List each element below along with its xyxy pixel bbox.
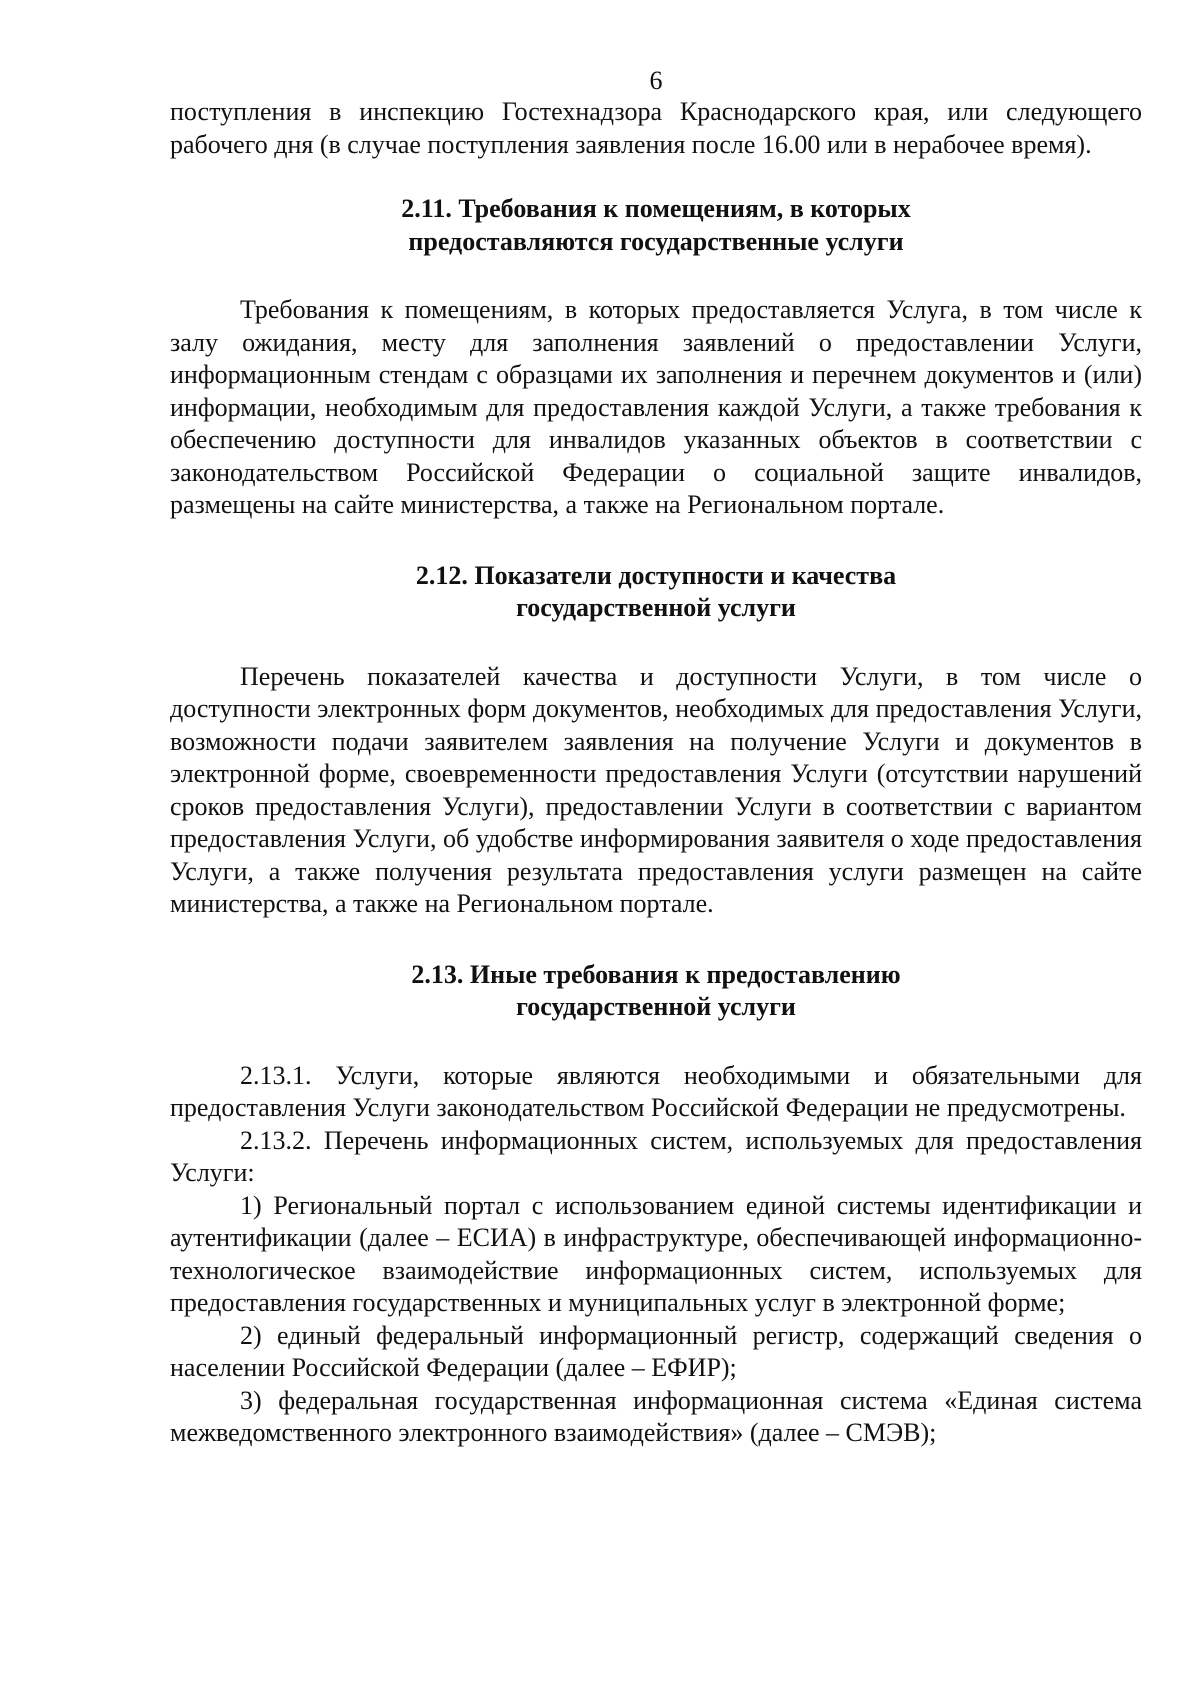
section-paragraph: 2.13.2. Перечень информационных систем, используемых для предоставления Услуги:: [170, 1125, 1142, 1187]
section-paragraph: 2.13.1. Услуги, которые являются необходимыми и обязательными для предоставления Услуги законодательством Российской Федерации не предусмотрены.: [170, 1060, 1142, 1122]
section-paragraph: Перечень показателей качества и доступности Услуги, в том числе о доступности электронных форм документов, необходимых для предоставления Услуги, возможности подачи заявителем заявления на получение Услуги и документов в электронной форме, своевременности предоставления Услуги (отсутствии нарушений сроков предоставления Услуги), предоставлении Услуги в соответствии с вариантом предоставления Услуги, об удобстве информирования заявителя о ходе предоставления Услуги, а также получения результата предоставления услуги размещен на сайте министерства, а также на Региональном портале.: [170, 661, 1142, 918]
section-heading-line: 2.11. Требования к помещениям, в которых: [401, 194, 911, 223]
list-item: 3) федеральная государственная информационная система «Единая система межведомственного электронного взаимодействия» (далее – СМЭВ);: [170, 1385, 1142, 1447]
section-heading-line: государственной услуги: [516, 593, 796, 622]
list-item: 1) Региональный портал с использованием единой системы идентификации и аутентификации (далее – ЕСИА) в инфраструктуре, обеспечивающей информационно-технологическое взаимодействие информационных систем, используемых для предоставления государственных и муниципальных услуг в электронной форме;: [170, 1190, 1142, 1317]
document-page: [170, 66, 1142, 1450]
section-paragraph: Требования к помещениям, в которых предоставляется Услуга, в том числе к залу ожидания, месту для заполнения заявлений о предоставлении Услуги, информационным стендам с образцами их заполнения и перечнем документов и (или) информации, необходимым для предоставления каждой Услуги, а также требования к обеспечению доступности для инвалидов указанных объектов в соответствии с законодательством Российской Федерации о социальной защите инвалидов, размещены на сайте министерства, а также на Региональном портале.: [170, 295, 1142, 519]
section-heading-line: предоставляются государственные услуги: [408, 226, 904, 256]
section-heading-2-12: [170, 560, 1142, 625]
intro-paragraph: поступления в инспекцию Гостехнадзора Краснодарского края, или следующего рабочего дня (в случае поступления заявления после 16.00 или в нерабочее время).: [170, 97, 1142, 159]
section-heading-line: 2.12. Показатели доступности и качества: [415, 560, 897, 590]
page-number: 6: [649, 66, 663, 95]
section-heading-line: 2.13. Иные требования к предоставлению: [411, 959, 901, 989]
list-item: 2) единый федеральный информационный регистр, содержащий сведения о населении Российской Федерации (далее – ЕФИР);: [170, 1320, 1142, 1382]
section-heading-line: государственной услуги: [516, 992, 796, 1021]
section-heading-2-11: [170, 193, 1142, 258]
section-heading-2-13: [170, 959, 1142, 1024]
